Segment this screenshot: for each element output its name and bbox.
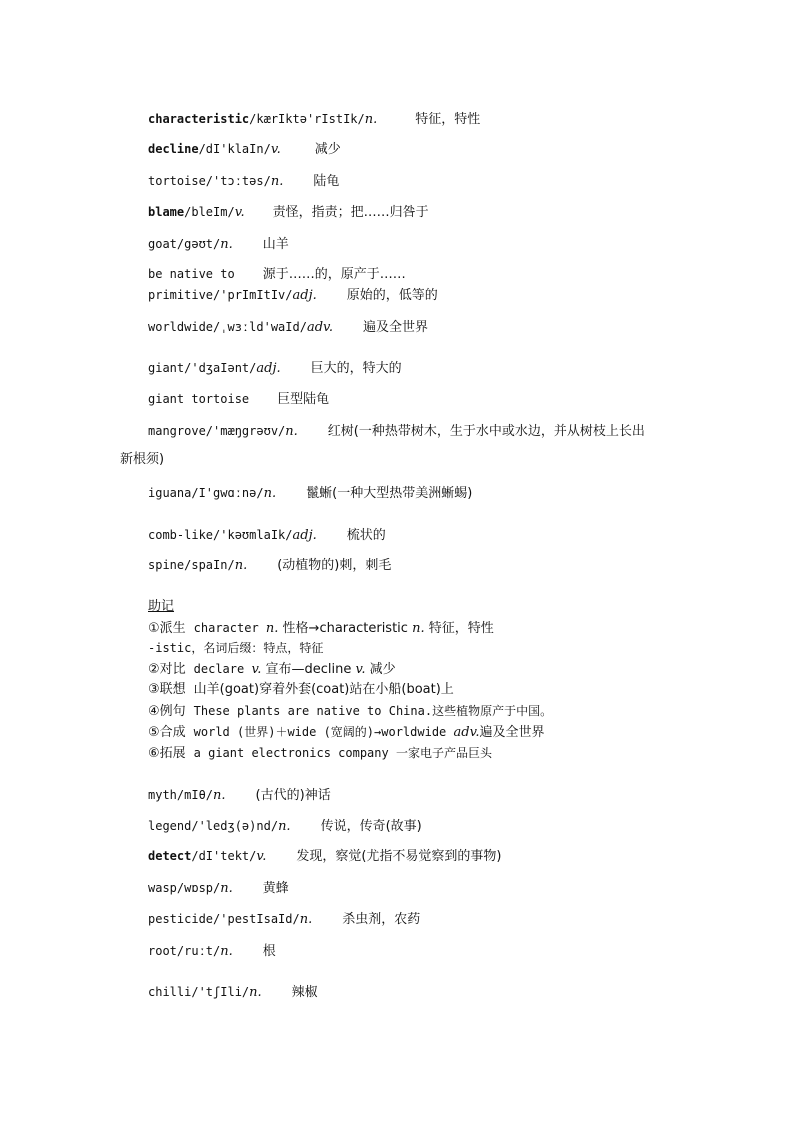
vocab-entry: [148, 557, 391, 574]
vocab-meaning: 巨大的，特大的: [310, 361, 402, 376]
vocab-ipa: /gəʊt/: [176, 237, 221, 251]
vocab-word: comb-like: [148, 528, 214, 542]
vocab-word: giant tortoise: [148, 392, 250, 406]
vocab-entry: [148, 173, 339, 190]
vocab-entry: [148, 236, 289, 253]
vocab-pos: n.: [285, 424, 298, 439]
vocab-meaning: 传说，传奇(故事): [320, 819, 422, 834]
vocab-meaning: 遍及全世界: [362, 320, 428, 335]
vocab-meaning-continued: 新根须): [120, 452, 165, 467]
vocab-ipa: /ˌwɜːld'waId/: [213, 320, 307, 334]
vocab-word: goat: [148, 237, 177, 251]
vocab-word: root: [148, 944, 177, 958]
vocab-pos: v.: [234, 205, 245, 220]
memo-tag: ④例句: [148, 704, 186, 719]
vocab-ipa: /'pestIsaId/: [213, 912, 300, 926]
vocab-word: myth: [148, 788, 177, 802]
vocab-word: spine: [148, 558, 185, 572]
vocab-entry: [148, 527, 386, 544]
memo-line: ⑥拓展 a giant electronics company 一家电子产品巨头: [148, 746, 492, 761]
vocab-pos: n.: [299, 912, 313, 927]
vocab-pos: n.: [278, 819, 291, 834]
vocab-entry: [148, 391, 329, 408]
memo-tag: ⑥拓展: [148, 746, 186, 761]
vocab-word: primitive: [148, 288, 214, 302]
vocab-word: pesticide: [148, 912, 214, 926]
vocab-entry: [148, 204, 429, 221]
memo-title-text: 助记: [148, 599, 175, 614]
vocab-pos: n.: [263, 486, 277, 501]
vocab-meaning: 陆龟: [313, 174, 340, 189]
vocab-word: iguana: [148, 486, 192, 500]
vocab-word: worldwide: [148, 320, 214, 334]
vocab-meaning: 发现，察觉(尤指不易觉察到的事物): [296, 849, 502, 864]
vocab-pos: v.: [256, 849, 267, 864]
vocab-entry: [148, 266, 406, 283]
memo-line: -istic，名词后缀：特点，特征: [148, 641, 324, 655]
vocab-entry: [148, 818, 422, 835]
memo-tag: ③联想: [148, 682, 186, 697]
vocab-pos: adj.: [292, 288, 317, 303]
vocab-ipa: /'mæŋgrəʊv/: [205, 424, 286, 438]
vocab-meaning: 责怪，指责；把……归咎于: [272, 205, 429, 220]
vocab-ipa: /dI'tekt/: [191, 849, 257, 863]
vocab-ipa: /'ledʒ(ə)nd/: [191, 819, 279, 833]
vocab-meaning: 鬣蜥(一种大型热带美洲蜥蜴): [306, 486, 473, 501]
vocab-pos: n.: [213, 788, 226, 803]
vocab-ipa: /dI'klaIn/: [198, 142, 271, 156]
vocab-entry: [148, 423, 645, 440]
vocab-word: mangrove: [148, 424, 206, 438]
vocab-pos: n.: [249, 985, 262, 1000]
vocab-ipa: /spaIn/: [184, 558, 235, 572]
vocab-ipa: /bleIm/: [184, 205, 235, 219]
vocab-meaning: 梳状的: [346, 528, 386, 543]
vocab-word: characteristic: [148, 112, 250, 126]
vocab-meaning: 减少: [314, 142, 341, 157]
memo-line: ①派生 character n. 性格→characteristic n. 特征，特性: [148, 621, 494, 636]
memo-line: ②对比 declare v. 宣布—decline v. 减少: [148, 662, 396, 677]
vocab-meaning: 山羊: [262, 237, 289, 252]
vocab-ipa: /'prImItIv/: [213, 288, 293, 302]
vocab-entry: [148, 911, 420, 928]
vocab-pos: adj.: [292, 528, 317, 543]
vocab-entry: [148, 360, 402, 377]
vocab-meaning: 特征，特性: [415, 112, 481, 127]
vocab-meaning: 黄蜂: [262, 881, 289, 896]
memo-line: ⑤合成 world (世界)＋wide (宽阔的)→worldwide adv.遍及全世界: [148, 725, 545, 740]
vocab-pos: n.: [270, 174, 284, 189]
vocab-ipa: /'kəʊmlaIk/: [213, 528, 293, 542]
vocab-meaning: 根: [262, 944, 276, 959]
vocab-entry: [148, 111, 480, 128]
vocab-ipa: /'tɔːtəs/: [205, 174, 271, 188]
memo-tag: ⑤合成: [148, 725, 186, 740]
vocab-ipa: /'tʃIli/: [191, 985, 250, 999]
vocab-pos: adv.: [306, 320, 333, 335]
vocab-ipa: /I'gwɑːnə/: [191, 486, 264, 500]
vocab-word: be native to: [148, 267, 235, 281]
vocab-entry: [148, 880, 289, 897]
vocab-word: legend: [148, 819, 192, 833]
vocab-pos: n.: [220, 881, 233, 896]
memo-tag: ②对比: [148, 662, 186, 677]
vocab-meaning: 源于……的，原产于……: [262, 267, 406, 282]
vocab-meaning: (动植物的)刺，刺毛: [277, 558, 392, 573]
vocab-word: blame: [148, 205, 185, 219]
vocab-pos: n.: [234, 558, 248, 573]
vocab-word: chilli: [148, 985, 192, 999]
vocab-entry: [148, 141, 341, 158]
vocab-meaning: (古代的)神话: [255, 788, 331, 803]
vocab-meaning: 辣椒: [291, 985, 318, 1000]
vocab-ipa: /ruːt/: [176, 944, 221, 958]
vocab-meaning: 杀虫剂，农药: [342, 912, 421, 927]
vocab-entry: [148, 943, 276, 960]
vocab-pos: n.: [364, 112, 378, 127]
vocab-entry: [148, 848, 501, 865]
vocab-ipa: /mIθ/: [176, 788, 214, 802]
vocab-meaning: 红树(一种热带树木，生于水中或水边，并从树枝上长出: [327, 424, 645, 439]
vocab-meaning: 原始的，低等的: [346, 288, 438, 303]
vocab-pos: v.: [270, 142, 281, 157]
vocab-entry: [148, 485, 472, 502]
memo-tag: ①派生: [148, 621, 186, 636]
vocab-ipa: /'dʒaIənt/: [184, 361, 257, 375]
vocab-word: decline: [148, 142, 199, 156]
vocab-pos: n.: [220, 944, 233, 959]
memo-line: ④例句 These plants are native to China.这些植物原产于中国。: [148, 704, 553, 719]
vocab-pos: adj.: [256, 361, 281, 376]
vocab-word: wasp: [148, 881, 177, 895]
vocab-word: detect: [148, 849, 192, 863]
vocab-entry: [148, 287, 438, 304]
vocab-entry: [148, 787, 331, 804]
memo-title: [148, 599, 174, 615]
vocab-word: giant: [148, 361, 185, 375]
vocab-ipa: /kærIktə'rIstIk/: [249, 112, 365, 126]
memo-line: ③联想 山羊(goat)穿着外套(coat)站在小船(boat)上: [148, 682, 454, 697]
vocab-entry: [148, 984, 318, 1001]
vocab-meaning: 巨型陆龟: [277, 392, 330, 407]
vocab-ipa: /wɒsp/: [176, 881, 221, 895]
vocab-word: tortoise: [148, 174, 206, 188]
vocab-pos: n.: [220, 237, 233, 252]
vocab-entry: [148, 319, 428, 336]
